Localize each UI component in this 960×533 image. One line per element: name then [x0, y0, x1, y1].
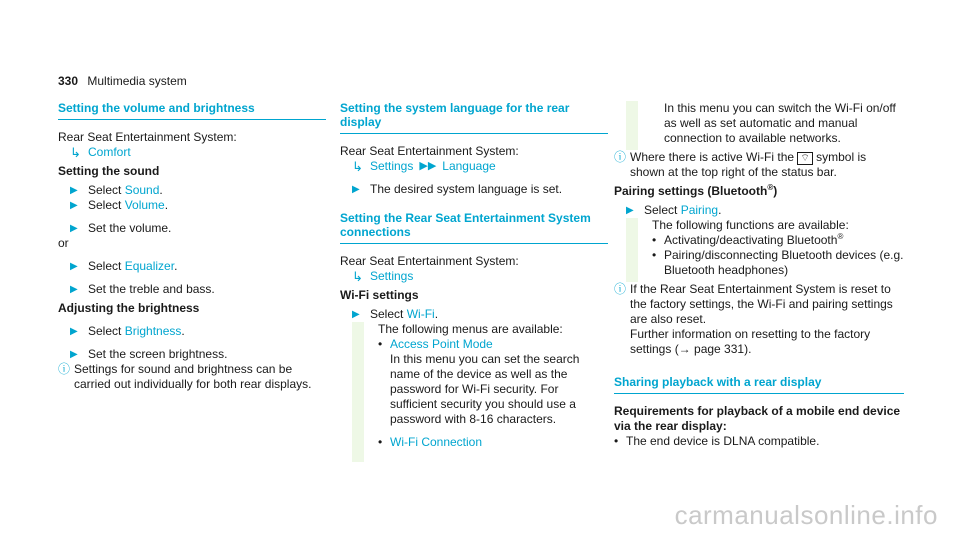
- menu-path: [58, 145, 326, 160]
- brightness-heading: Adjusting the brightness: [58, 301, 200, 315]
- step-arrow-icon: ▶: [626, 205, 634, 216]
- volume-link[interactable]: Volume: [124, 198, 165, 212]
- wifi-menus-block: The following menus are available: • Access Point Mode In this menu you can set the search name of the device as well as the password for Wi-Fi security. For sufficient security you should use a password with 8-16 characters. • Wi-Fi Connection: [352, 322, 608, 462]
- equalizer-link[interactable]: Equalizer: [124, 259, 175, 273]
- note-rear-displays: ⓘ Settings for sound and brightness can be carried out individually for both rear displays.: [58, 362, 312, 391]
- wifi-connection-desc-block: In this menu you can switch the Wi-Fi on/off as well as set automatic and manual connection to available networks.: [626, 101, 904, 150]
- settings-link[interactable]: Settings: [370, 269, 414, 283]
- list-item: • Access Point Mode In this menu you can set the search name of the device as well as the password for Wi-Fi security. For sufficient security you should use a password with 8-16 characters.: [378, 337, 580, 426]
- requirements-heading: Requirements for playback of a mobile end device via the rear display:: [614, 404, 901, 433]
- step-arrow-icon: ▶: [70, 185, 78, 196]
- sound-heading: Setting the sound: [58, 164, 160, 178]
- path-arrow-icon: ↳: [352, 269, 363, 284]
- step-screen-brightness: ▶ Set the screen brightness.: [70, 347, 228, 361]
- step-set-volume: ▶ Set the volume.: [70, 221, 172, 235]
- step-select-equalizer: ▶ Select Equalizer.: [70, 259, 178, 273]
- info-icon: ⓘ: [614, 150, 627, 164]
- step-language-set: ▶ The desired system language is set.: [352, 182, 563, 196]
- pairing-link[interactable]: Pairing: [680, 203, 719, 217]
- or-text: or: [58, 236, 69, 250]
- step-arrow-icon: ▶: [70, 261, 78, 272]
- wifi-heading: Wi-Fi settings: [340, 288, 419, 302]
- step-arrow-icon: ▶: [70, 349, 78, 360]
- step-select-brightness: ▶ Select Brightness.: [70, 324, 185, 338]
- section-title-sharing: Sharing playback with a rear display: [614, 375, 904, 394]
- list-item: • Wi-Fi Connection: [378, 435, 608, 462]
- section-title-connections: Setting the Rear Seat Entertainment System connections: [340, 211, 608, 244]
- step-arrow-icon: ▶: [70, 200, 78, 211]
- pairing-heading: Pairing settings (Bluetooth®): [614, 183, 778, 198]
- menu-path: [340, 159, 608, 174]
- step-treble: ▶ Set the treble and bass.: [70, 282, 215, 296]
- wifi-icon: ⌔: [797, 152, 812, 165]
- intro-text: Rear Seat Entertainment System:: [340, 144, 519, 158]
- info-icon: ⓘ: [58, 362, 71, 376]
- column-2: [340, 101, 608, 462]
- page-number: 330: [58, 74, 79, 88]
- note-factory-reset: ⓘ If the Rear Seat Entertainment System is reset to the factory settings, the Wi-Fi and pairing settings are also reset. Further information on resetting to the factory settings (→ page 331).: [614, 282, 893, 356]
- column-1: [58, 101, 326, 392]
- wifi-connection-link[interactable]: Wi-Fi Connection: [390, 435, 483, 449]
- path-arrow-icon: ↳: [352, 159, 363, 174]
- comfort-link[interactable]: Comfort: [88, 145, 131, 159]
- section-title-language: Setting the system language for the rear display: [340, 101, 608, 134]
- step-arrow-icon: ▶: [70, 326, 78, 337]
- settings-link[interactable]: Settings: [370, 159, 414, 173]
- language-link[interactable]: Language: [442, 159, 496, 173]
- page-header: [58, 74, 187, 89]
- page-header-title: Multimedia system: [87, 74, 187, 88]
- intro-text: Rear Seat Entertainment System:: [58, 130, 237, 144]
- step-select-sound: ▶ Select Sound.: [70, 183, 163, 197]
- menu-path: [340, 269, 608, 284]
- step-arrow-icon: ▶: [70, 284, 78, 295]
- column-3: [614, 101, 904, 449]
- list-item: • Pairing/disconnecting Bluetooth devices (e.g. Bluetooth headphones): [652, 248, 904, 277]
- step-select-volume: ▶ Select Volume.: [70, 198, 169, 212]
- list-item: • The end device is DLNA compatible.: [614, 434, 820, 448]
- step-arrow-icon: ▶: [352, 309, 360, 320]
- step-arrow-icon: ▶: [70, 223, 78, 234]
- path-arrow-icon: ↳: [70, 145, 81, 160]
- sound-link[interactable]: Sound: [124, 183, 160, 197]
- info-icon: ⓘ: [614, 282, 627, 296]
- section-title-volume: Setting the volume and brightness: [58, 101, 326, 120]
- step-select-wifi: ▶ Select Wi-Fi.: [352, 307, 439, 321]
- step-arrow-icon: ▶: [352, 184, 360, 195]
- list-item: • Activating/deactivating Bluetooth®: [652, 232, 844, 247]
- note-wifi-symbol: ⓘ Where there is active Wi-Fi the ⌔ symbol is shown at the top right of the status bar.: [614, 150, 867, 179]
- pairing-functions-block: The following functions are available: • Activating/deactivating Bluetooth® • Pairing/disconnecting Bluetooth devices (e.g. Bluetooth headphones): [626, 218, 904, 282]
- wifi-link[interactable]: Wi-Fi: [406, 307, 435, 321]
- chevron-right-icon: ▶▶: [419, 160, 437, 172]
- brightness-link[interactable]: Brightness: [124, 324, 182, 338]
- intro-text: Rear Seat Entertainment System:: [340, 254, 519, 268]
- access-point-mode-link[interactable]: Access Point Mode: [390, 337, 493, 351]
- step-select-pairing: ▶ Select Pairing.: [626, 203, 722, 217]
- watermark: carmanualsonline.info: [674, 500, 938, 530]
